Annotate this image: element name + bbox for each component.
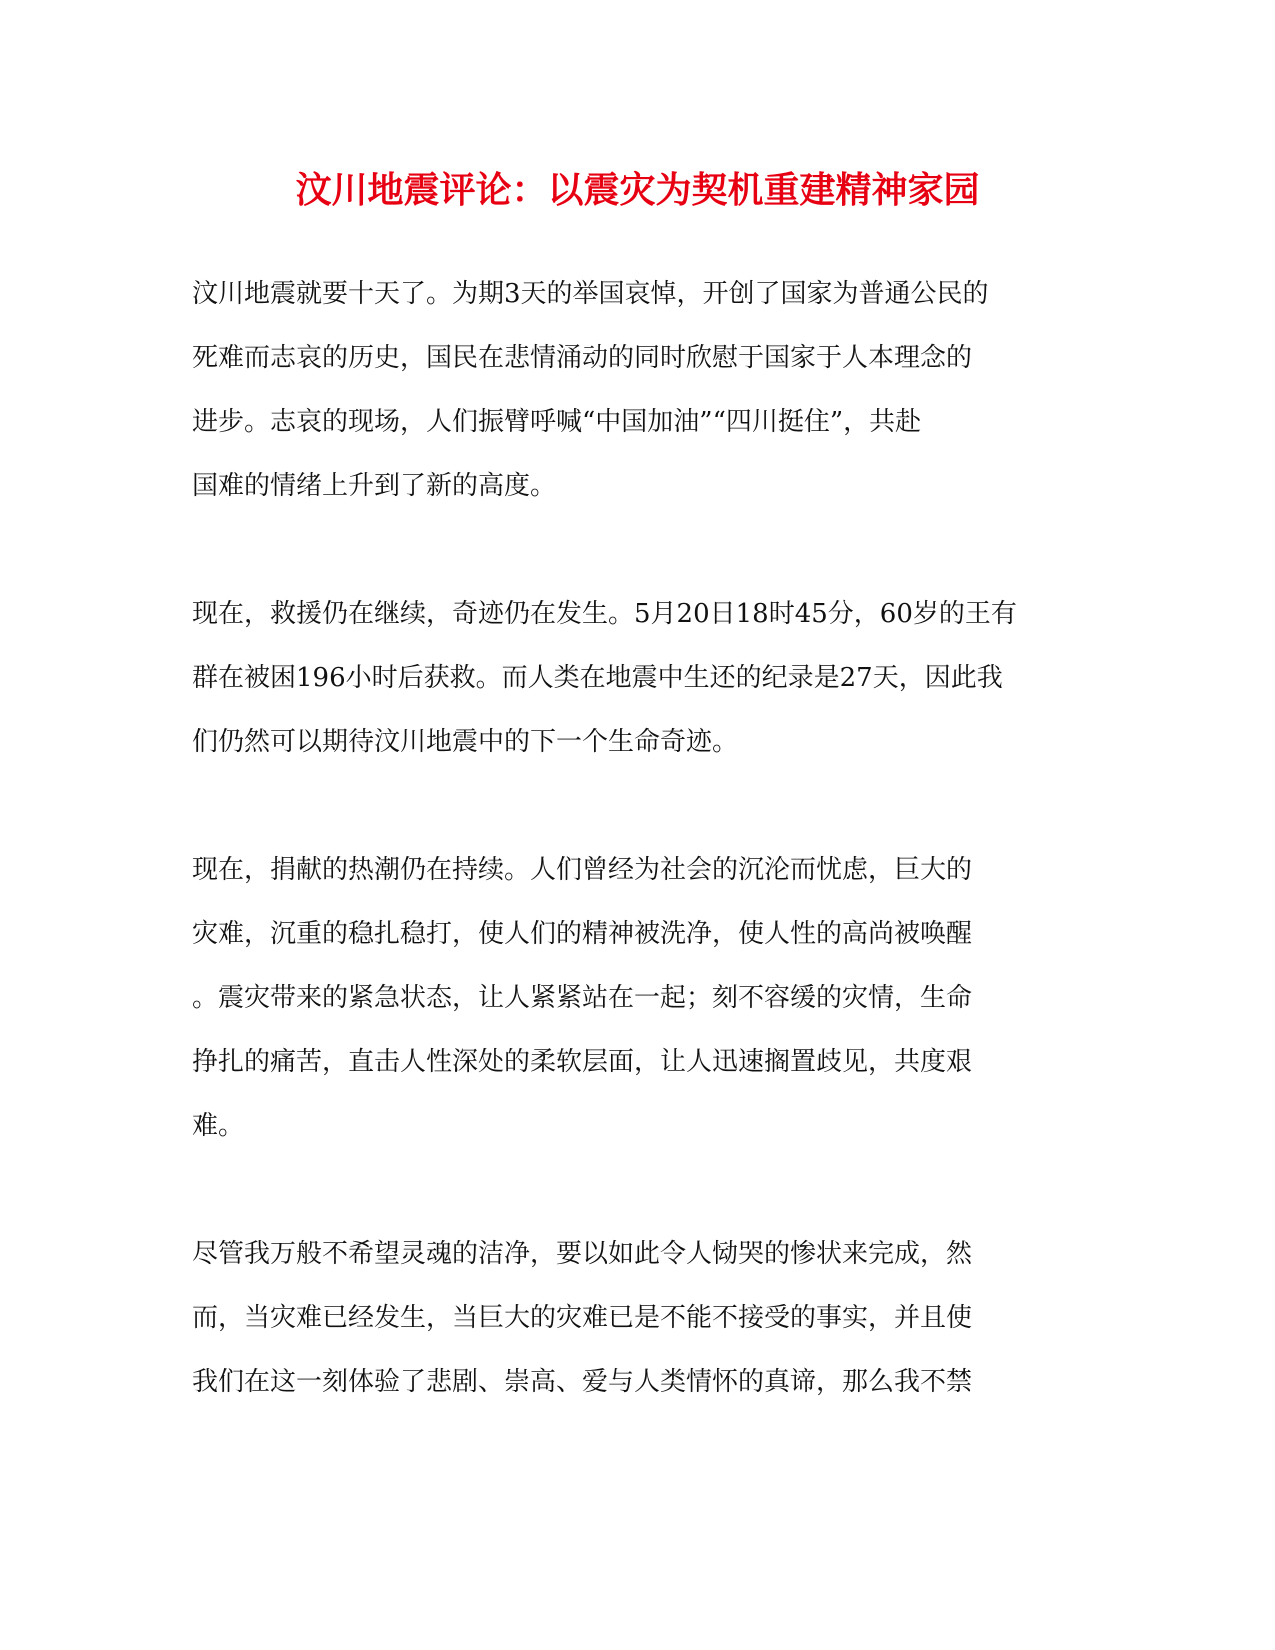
paragraph-line: 而，当灾难已经发生，当巨大的灾难已是不能不接受的事实，并且使 [192, 1303, 973, 1333]
paragraph-line: 挣扎的痛苦，直击人性深处的柔软层面，让人迅速搁置歧见，共度艰 [192, 1047, 973, 1077]
document-title: 汶川地震评论：以震灾为契机重建精神家园 [295, 169, 980, 211]
paragraph-1 [192, 262, 1082, 518]
paragraph-line: 尽管我万般不希望灵魂的洁净，要以如此令人恸哭的惨状来完成，然 [192, 1239, 973, 1269]
paragraph-4 [192, 1222, 1082, 1414]
paragraph-2 [192, 582, 1082, 774]
paragraph-line: 难。 [192, 1111, 245, 1141]
paragraph-line: 国难的情绪上升到了新的高度。 [192, 471, 557, 501]
paragraph-3 [192, 838, 1082, 1158]
paragraph-line: 现在，捐献的热潮仍在持续。人们曾经为社会的沉沦而忧虑，巨大的 [192, 855, 973, 885]
paragraph-line: 们仍然可以期待汶川地震中的下一个生命奇迹。 [192, 727, 739, 757]
paragraph-line: 汶川地震就要十天了。为期3天的举国哀悼，开创了国家为普通公民的 [192, 279, 989, 309]
paragraph-line: 我们在这一刻体验了悲剧、崇高、爱与人类情怀的真谛，那么我不禁 [192, 1367, 973, 1397]
paragraph-line: 进步。志哀的现场，人们振臂呼喊“中国加油”“四川挺住”，共赴 [192, 407, 922, 437]
paragraph-line: 群在被困196小时后获救。而人类在地震中生还的纪录是27天，因此我 [192, 663, 1003, 693]
paragraph-line: 。震灾带来的紧急状态，让人紧紧站在一起；刻不容缓的灾情，生命 [192, 983, 973, 1013]
paragraph-line: 死难而志哀的历史，国民在悲情涌动的同时欣慰于国家于人本理念的 [192, 343, 973, 373]
paragraph-line: 现在，救援仍在继续，奇迹仍在发生。5月20日18时45分，60岁的王有 [192, 599, 1017, 629]
document-body [192, 262, 1082, 1478]
paragraph-line: 灾难，沉重的稳扎稳打，使人们的精神被洗净，使人性的高尚被唤醒 [192, 919, 973, 949]
